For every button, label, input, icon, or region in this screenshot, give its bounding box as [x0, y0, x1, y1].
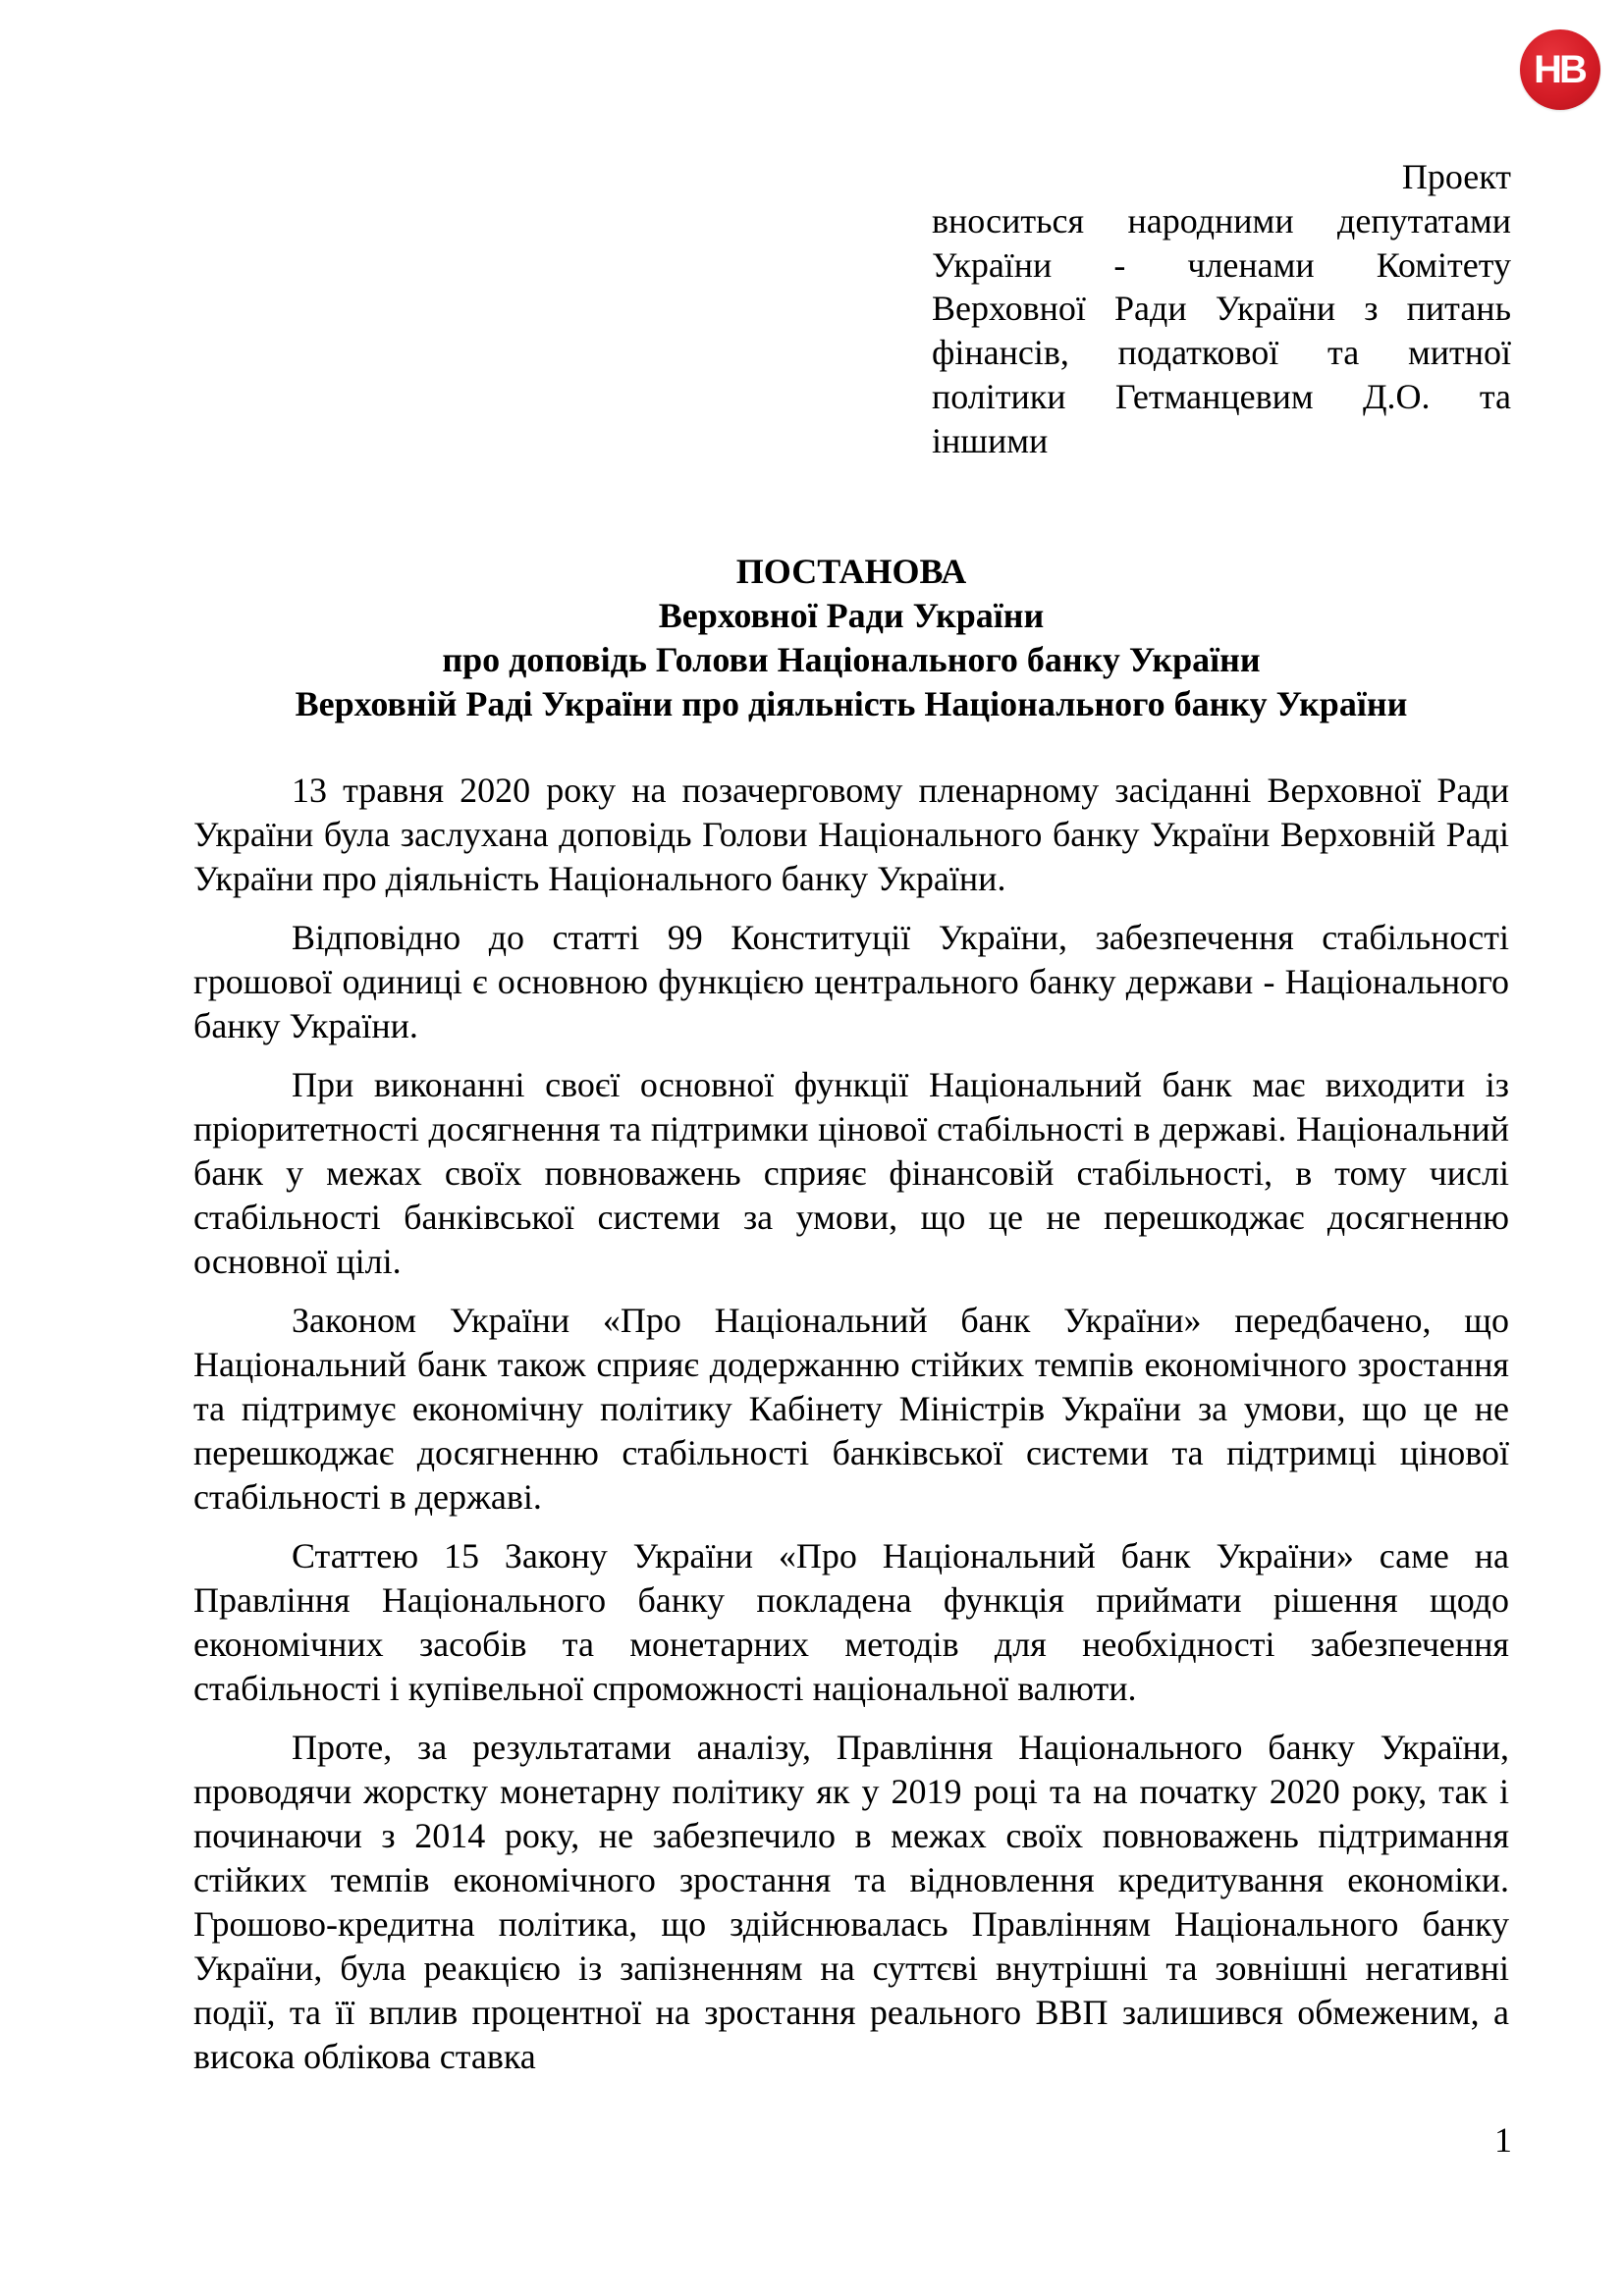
title-line-2: Верховної Ради України [658, 596, 1045, 635]
logo-text: НВ [1534, 48, 1585, 91]
document-body [193, 769, 1509, 2094]
paragraph: Відповідно до статті 99 Конституції України, забезпечення стабільності грошової одиниці є основною функцією центрального банку держави - Національного банку України. [193, 918, 1509, 1045]
nv-logo-icon [1520, 29, 1600, 110]
paragraph: Статтею 15 Закону України «Про Національний банк України» саме на Правління Національного банку покладена функція приймати рішення щодо економічних засобів та монетарних методів для необхідності забезпечення стабільності і купівельної спроможності національної валюти. [193, 1536, 1509, 1708]
document-title [193, 550, 1509, 726]
paragraph: При виконанні своєї основної функції Національний банк має виходити із пріоритетності досягнення та підтримки цінової стабільності в державі. Національний банк у межах своїх повноважень сприяє фінансовій стабільності, в тому числі стабільності банківської системи за умови, що це не перешкоджає досягненню основної цілі. [193, 1065, 1509, 1281]
title-line-3: про доповідь Голови Національного банку України [442, 640, 1261, 679]
title-line-4: Верховній Раді України про діяльність Національного банку України [295, 684, 1408, 723]
title-line-1: ПОСТАНОВА [735, 552, 967, 591]
submitted-by-text: вноситься народними депутатами України - членами Комітету Верховної Ради України з питань фінансів, податкової та митної політики Гетманцевим Д.О. та іншими [932, 200, 1511, 460]
page-number: 1 [1494, 2120, 1512, 2160]
submitter-block [932, 155, 1511, 463]
project-label: Проект [1401, 157, 1511, 196]
paragraph: Проте, за результатами аналізу, Правління Національного банку України, проводячи жорстку монетарну політику як у 2019 році та на початку 2020 року, так і починаючи з 2014 року, не забезпечило в межах своїх повноважень підтримання стійких темпів економічного зростання та відновлення кредитування економіки. Грошово-кредитна політика, що здійснювалась Правлінням Національного банку України, була реакцією із запізненням на суттєві внутрішні та зовнішні негативні події, та її вплив процентної на зростання реального ВВП залишився обмеженим, а висока облікова ставка [193, 1728, 1509, 2076]
paragraph: 13 травня 2020 року на позачерговому пленарному засіданні Верховної Ради України була заслухана доповідь Голови Національного банку України Верховній Раді України про діяльність Національного банку України. [193, 771, 1509, 898]
paragraph: Законом України «Про Національний банк України» передбачено, що Національний банк також сприяє додержанню стійких темпів економічного зростання та підтримує економічну політику Кабінету Міністрів України за умови, що це не перешкоджає досягненню стабільності банківської системи та підтримці цінової стабільності в державі. [193, 1301, 1509, 1517]
